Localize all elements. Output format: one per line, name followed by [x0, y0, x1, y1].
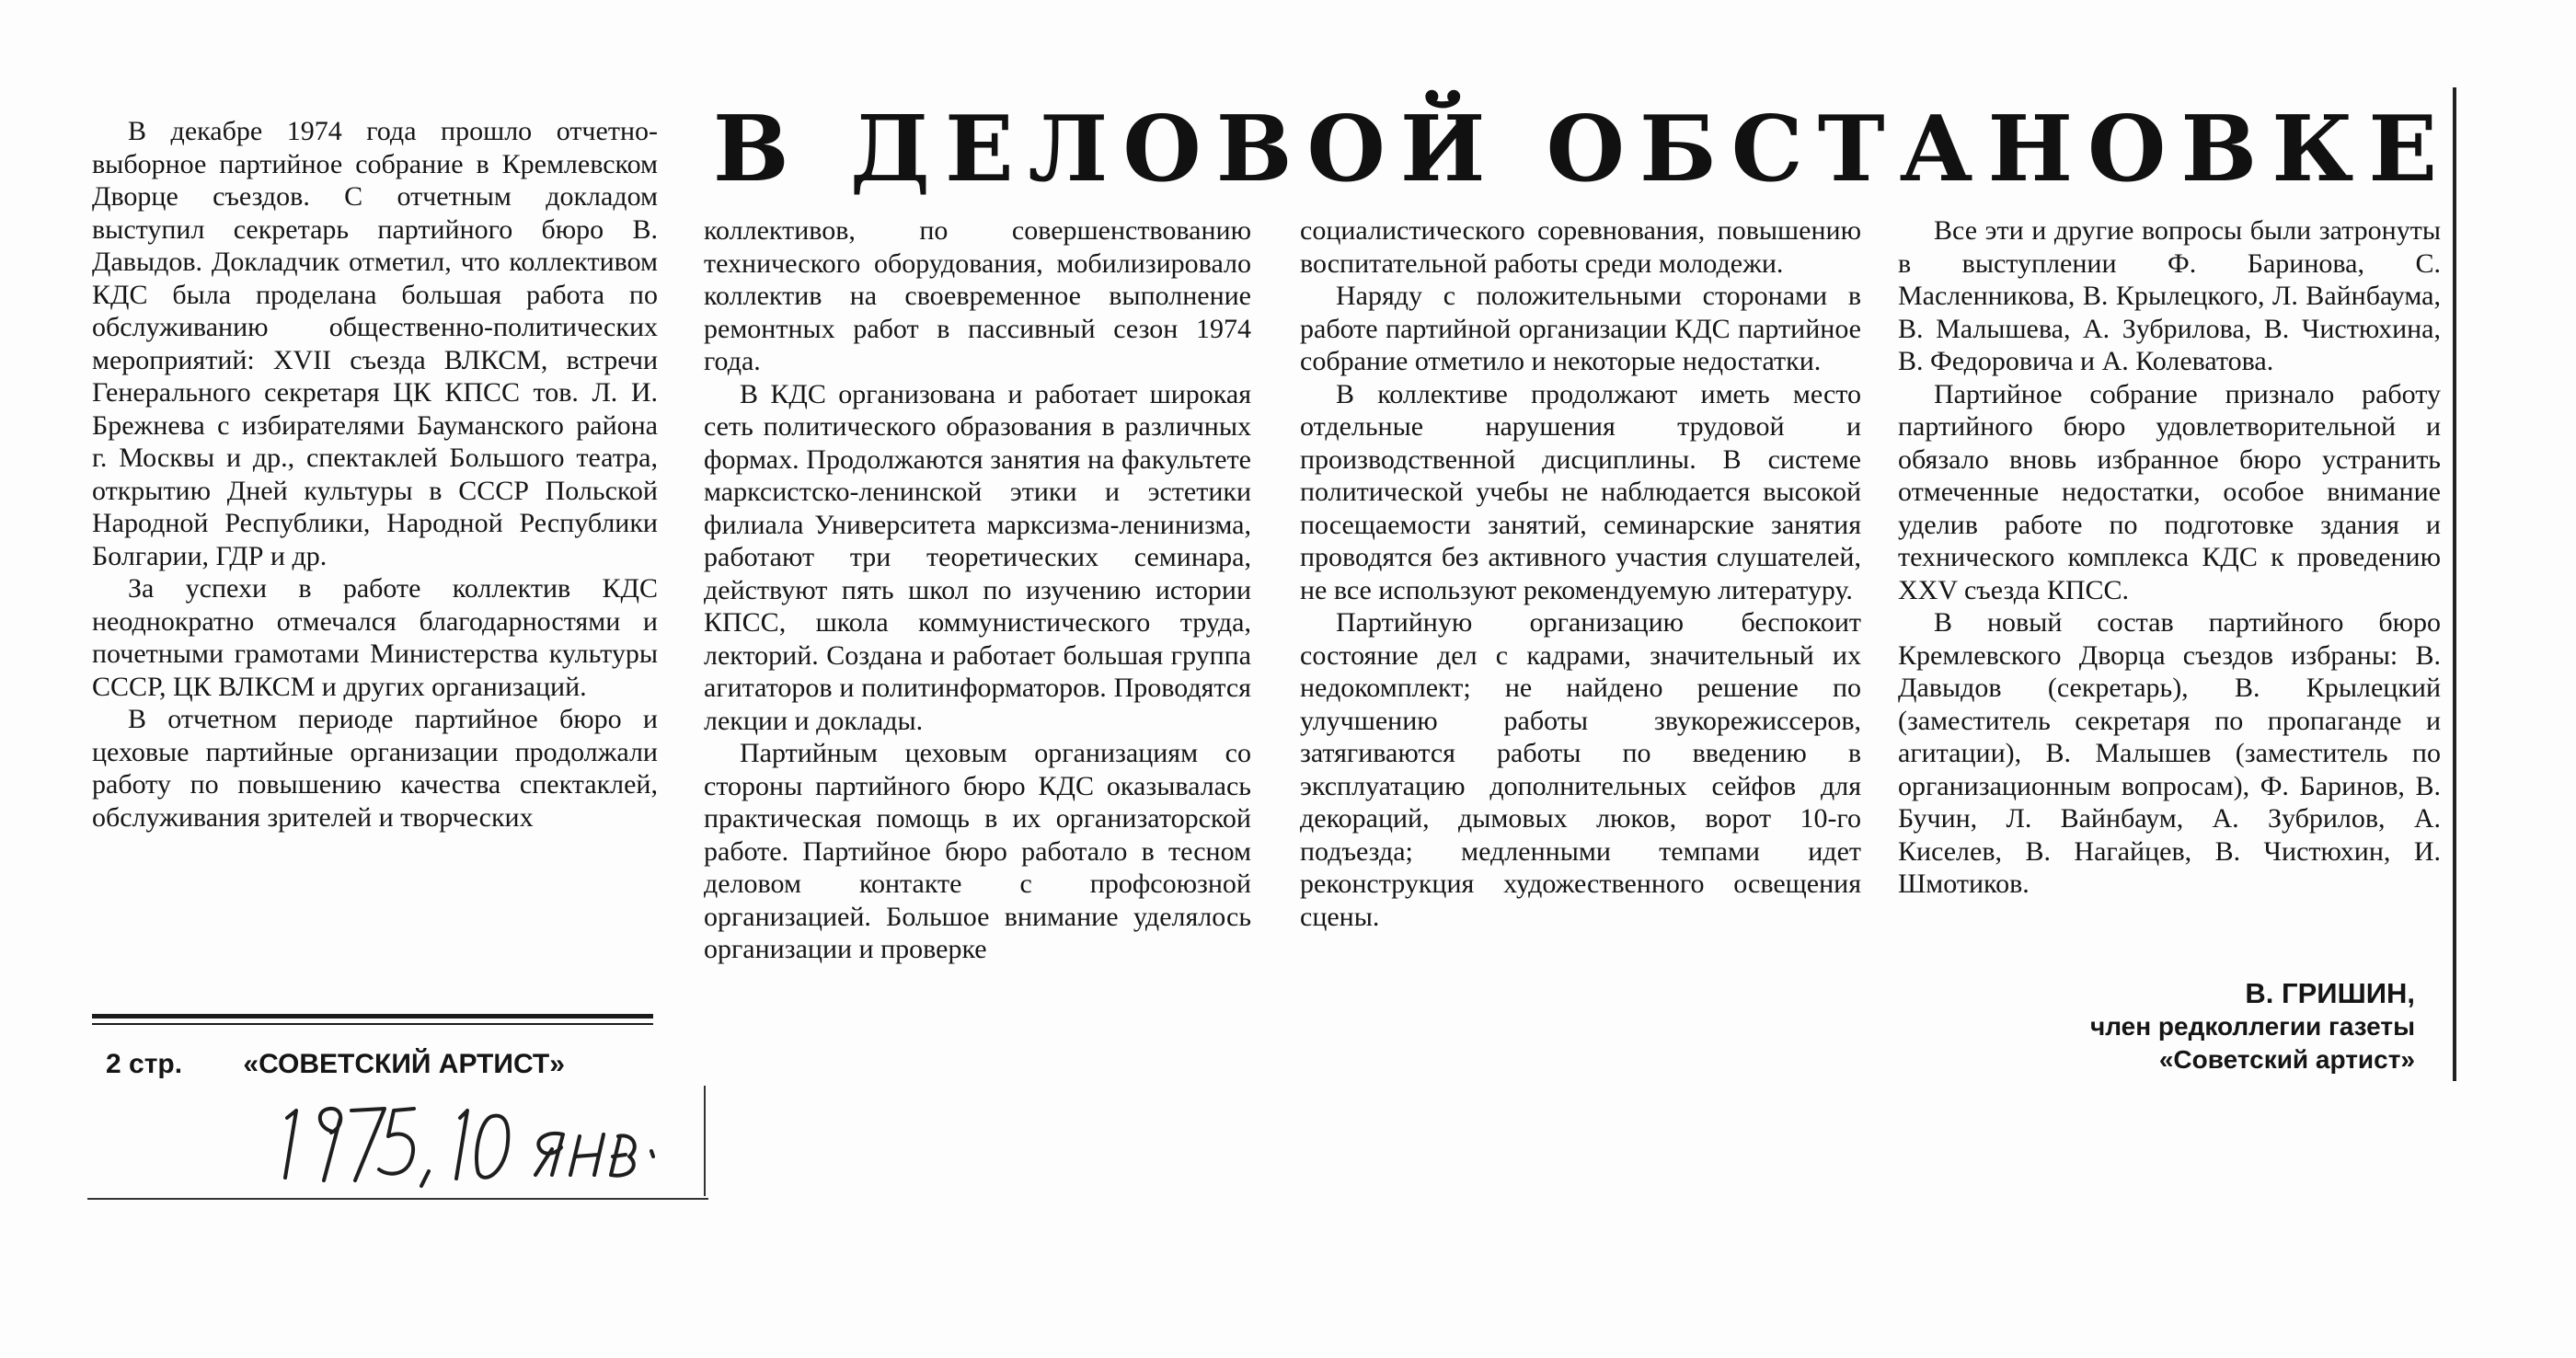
paragraph: В коллективе продолжают иметь место отдельные нарушения трудовой и производственной дисциплины. В системе политической учебы не наблюдается высокой посещаемости занятий, семинарские занятия проводятся без активного участия слушателей, не все используют рекомендуемую литературу. [1300, 378, 1861, 605]
author-name: В. ГРИШИН, [2245, 977, 2415, 1009]
paragraph: В КДС организована и работает широкая сеть политического образования в различных формах. Продолжаются занятия на факультете марксистско-ленинской этики и эстетики филиала Университета марксизма-ленинизма, работают три теоретических семинара, действуют пять школ по изучению истории КПСС, школа коммунистического труда, лекторий. Создана и работает большая группа агитаторов и политинформаторов. Проводятся лекции и доклады. [704, 378, 1251, 736]
author-role: член редколлегии газеты [2089, 1012, 2415, 1041]
right-border-rule [2453, 87, 2456, 1081]
headline: В ДЕЛОВОЙ ОБСТАНОВКЕ [712, 97, 2453, 202]
author-newspaper: «Советский артист» [2158, 1045, 2415, 1074]
clipping-edge-bottom [87, 1198, 708, 1200]
article-column-3 [1300, 214, 1861, 1070]
paragraph: В новый состав партийного бюро Кремлевского Дворца съездов избраны: В. Давыдов (секретарь), В. Крылецкий (заместитель секретаря по пропаганде и агитации), В. Малышев (заместитель по организационным вопросам), Ф. Баринов, В. Бучин, Л. Вайнбаум, А. Зубрилов, А. Киселев, В. Нагайцев, В. Чистюхин, И. Шмотиков. [1898, 607, 2441, 899]
paragraph: Все эти и другие вопросы были затронуты в выступлении Ф. Баринова, С. Масленникова, В. Крылецкого, Л. Вайнбаума, В. Малышева, А. Зубрилова, В. Чистюхина, В. Федоровича и А. Колеватова. [1898, 215, 2441, 376]
footer-rule-thin [92, 1023, 653, 1025]
paragraph: За успехи в работе коллектив КДС неоднократно отмечался благодарностями и почетными грамотами Министерства культуры СССР, ЦК ВЛКСМ и других организаций. [92, 573, 658, 702]
paragraph: Партийное собрание признало работу партийного бюро удовлетворительной и обязало вновь избранное бюро устранить отмеченные недостатки, особое внимание уделив работе по подготовке здания и технического комплекса КДС к проведению XXV съезда КПСС. [1898, 378, 2441, 605]
handwritten-date-note [276, 1090, 681, 1191]
author-signature [1937, 977, 2415, 1076]
paragraph: Партийным цеховым организациям со стороны партийного бюро КДС оказывалась практическая помощь в их организаторской работе. Партийное бюро работало в тесном деловом контакте с профсоюзной организацией. Большое внимание уделялось организации и проверке [704, 738, 1251, 964]
paragraph: социалистического соревнования, повышению воспитательной работы среди молодежи. [1300, 215, 1861, 279]
paragraph: коллективов, по совершенствованию технического оборудования, мобилизировало коллектив на своевременное выполнение ремонтных работ в пассивный сезон 1974 года. [704, 215, 1251, 376]
article-column-4 [1898, 214, 2441, 978]
clipping-edge-vertical [704, 1086, 706, 1196]
page-number: 2 стр. [106, 1049, 183, 1079]
paragraph: Наряду с положительными сторонами в работе партийной организации КДС партийное собрание отметило и некоторые недостатки. [1300, 281, 1861, 376]
paragraph: В декабре 1974 года прошло отчетно-выборное партийное собрание в Кремлевском Дворце съездов. С отчетным докладом выступил секретарь партийного бюро В. Давыдов. Докладчик отметил, что коллективом КДС была проделана большая работа по обслуживанию общественно-политических мероприятий: XVII съезда ВЛКСМ, встречи Генерального секретаря ЦК КПСС тов. Л. И. Брежнева с избирателями Бауманского района г. Москвы и др., спектаклей Большого театра, открытию Дней культуры в СССР Польской Народной Республики, Народной Республики Болгарии, ГДР и др. [92, 116, 658, 571]
paragraph: В отчетном периоде партийное бюро и цеховые партийные организации продолжали работу по повышению качества спектаклей, обслуживания зрителей и творческих [92, 704, 658, 833]
page-footer [106, 1049, 658, 1080]
footer-rule-thick [92, 1014, 653, 1018]
paragraph: Партийную организацию беспокоит состояние дел с кадрами, значительный их недокомплект; не найдено решение по улучшению работы звукорежиссеров, затягиваются работы по введению в эксплуатацию дополнительных сейфов для декораций, дымовых люков, ворот 10-го подъезда; медленными темпами идет реконструкция художественного освещения сцены. [1300, 607, 1861, 932]
article-column-1 [92, 115, 658, 1007]
article-column-2 [704, 214, 1251, 1070]
newspaper-name: «СОВЕТСКИЙ АРТИСТ» [243, 1049, 565, 1079]
